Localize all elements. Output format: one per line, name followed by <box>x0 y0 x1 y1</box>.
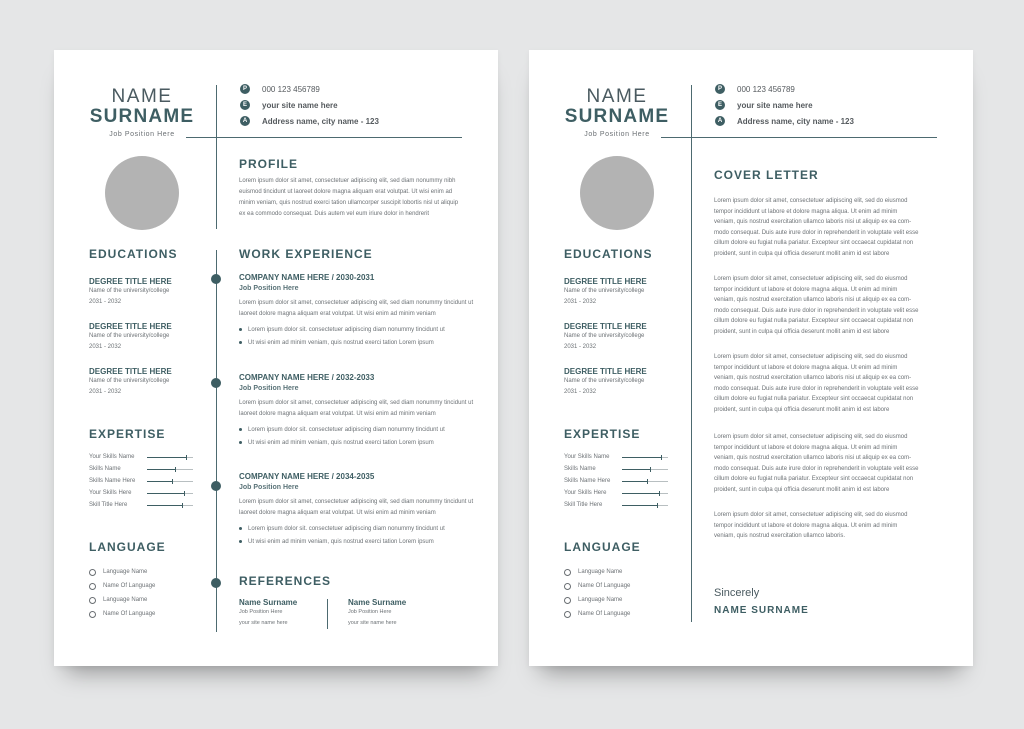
address-icon: A <box>715 116 725 126</box>
language-name: Language Name <box>103 597 148 603</box>
skill-name: Your Skills Name <box>564 454 610 460</box>
reference-site: your site name here <box>239 620 288 626</box>
skill-name: Skills Name Here <box>89 478 136 484</box>
signature-name: NAME SURNAME <box>714 605 809 616</box>
closing-text: Sincerely <box>714 587 760 599</box>
paragraph-line: tempor incididunt ut labore et dolore magna aliqua. Ut enim ad minim <box>714 208 898 215</box>
reference-site: your site name here <box>348 620 397 626</box>
job-bullet <box>239 522 484 535</box>
degree-title: DEGREE TITLE HERE <box>564 367 647 376</box>
language-item <box>89 593 155 607</box>
job-position: Job Position Here <box>584 131 650 138</box>
paragraph-line: tempor incididunt ut labore et dolore magna aliqua. Ut enim ad minim <box>714 522 898 529</box>
contact-web <box>240 99 338 111</box>
page-divider-vertical <box>691 85 692 622</box>
reference-position: Job Position Here <box>348 609 392 615</box>
paragraph-line: proident, sunt in culpa qui officia deserunt mollit anim id est labore <box>714 328 890 335</box>
skill-name: Your Skills Here <box>89 490 132 496</box>
education-item <box>89 367 172 398</box>
language-bullet-icon <box>89 583 96 590</box>
degree-school: Name of the university/college <box>564 288 645 294</box>
job-bullet <box>239 436 484 449</box>
language-name: Name Of Language <box>103 583 156 589</box>
degree-years: 2031 - 2032 <box>564 344 597 350</box>
paragraph-line: proident, sunt in culpa qui officia deserunt mollit anim id est labore <box>714 486 890 493</box>
language-item <box>564 565 630 579</box>
phone-icon: P <box>715 84 725 94</box>
skill-name: Skills Name <box>564 466 596 472</box>
job-entry <box>239 472 484 548</box>
education-item <box>564 277 647 308</box>
resume-page <box>54 50 498 666</box>
job-position: Job Position Here <box>109 131 175 138</box>
paragraph-line: modo consequat. Duis aute irure dolor in reprehenderit in voluptate velit esse <box>714 229 919 236</box>
education-item <box>564 367 647 398</box>
job-bullet <box>239 423 484 436</box>
skill-bar <box>147 505 193 506</box>
degree-school: Name of the university/college <box>564 378 645 384</box>
bullet-icon <box>239 428 242 431</box>
job-entry <box>239 273 484 349</box>
job-description <box>239 497 484 519</box>
job-description <box>239 298 484 320</box>
skill-row <box>89 499 193 511</box>
bullet-icon <box>239 441 242 444</box>
language-bullet-icon <box>564 569 571 576</box>
language-name: Language Name <box>578 597 623 603</box>
education-item <box>564 322 647 353</box>
language-title: LANGUAGE <box>89 540 166 554</box>
language-item <box>564 607 630 621</box>
skill-row <box>89 463 193 475</box>
degree-years: 2031 - 2032 <box>564 389 597 395</box>
skill-bar <box>147 457 193 458</box>
skill-row <box>564 499 668 511</box>
job-position: Job Position Here <box>239 484 299 491</box>
profile-text <box>239 176 484 220</box>
cover-paragraph <box>714 352 932 416</box>
skill-name: Your Skills Here <box>564 490 607 496</box>
skill-row <box>564 451 668 463</box>
bullet-text: Ut wisi enim ad minim veniam, quis nostrud exerci tation Lorem ipsum <box>248 439 434 446</box>
skill-name: Skill Title Here <box>89 502 128 508</box>
skill-row <box>564 487 668 499</box>
educations-title: EDUCATIONS <box>89 247 178 261</box>
job-description <box>239 398 484 420</box>
job-position: Job Position Here <box>239 285 299 292</box>
work-experience-title: WORK EXPERIENCE <box>239 247 373 261</box>
contact-phone-text: 000 123 456789 <box>262 84 320 94</box>
references-title: REFERENCES <box>239 574 332 588</box>
job-bullet <box>239 535 484 548</box>
cover-paragraph <box>714 510 932 542</box>
paragraph-line: proident, sunt in culpa qui officia deserunt mollit anim id est labore <box>714 406 890 413</box>
address-icon: A <box>240 116 250 126</box>
timeline-line <box>216 250 217 632</box>
reference-divider <box>327 599 328 629</box>
name-last: SURNAME <box>564 106 670 127</box>
paragraph-line: cillum dolore eu fugiat nulla pariatur. Excepteur sint occaecat cupidatat non <box>714 396 914 403</box>
skill-name: Your Skills Name <box>89 454 135 460</box>
cover-letter-page <box>529 50 973 666</box>
language-name: Language Name <box>578 569 623 575</box>
job-bullet <box>239 323 484 336</box>
expertise-title: EXPERTISE <box>564 427 641 441</box>
contact-phone <box>240 83 320 95</box>
paragraph-line: modo consequat. Duis aute irure dolor in reprehenderit in voluptate velit esse <box>714 465 919 472</box>
language-item <box>89 579 155 593</box>
paragraph-line: veniam, quis nostrud exercitation ullamco laboris. <box>714 533 846 540</box>
profile-line: Lorem ipsum dolor sit amet, consectetuer adipiscing elit, sed diam nonummy nibh <box>239 178 456 184</box>
job-desc-line: laoreet dolore magna aliquam erat volutpat. Ut wisi enim ad minim veniam <box>239 411 436 417</box>
degree-school: Name of the university/college <box>89 378 170 384</box>
timeline-dot <box>211 378 221 388</box>
timeline-dot <box>211 274 221 284</box>
language-list <box>89 565 155 621</box>
header-divider-vertical <box>216 85 217 229</box>
bullet-icon <box>239 341 242 344</box>
skill-row <box>89 475 193 487</box>
degree-title: DEGREE TITLE HERE <box>564 277 647 286</box>
degree-years: 2031 - 2032 <box>89 344 122 350</box>
bullet-text: Ut wisi enim ad minim veniam, quis nostrud exerci tation Lorem ipsum <box>248 538 434 545</box>
degree-years: 2031 - 2032 <box>564 299 597 305</box>
paragraph-line: modo consequat. Duis aute irure dolor in reprehenderit in voluptate velit esse <box>714 307 919 314</box>
degree-years: 2031 - 2032 <box>89 299 122 305</box>
language-item <box>89 607 155 621</box>
profile-title: PROFILE <box>239 157 299 171</box>
contact-address <box>240 115 379 127</box>
contact-web-text: your site name here <box>737 100 813 110</box>
education-item <box>89 277 172 308</box>
contact-phone-text: 000 123 456789 <box>737 84 795 94</box>
paragraph-line: cillum dolore eu fugiat nulla pariatur. Excepteur sint occaecat cupidatat non <box>714 476 914 483</box>
bullet-text: Ut wisi enim ad minim veniam, quis nostrud exerci tation Lorem ipsum <box>248 339 434 346</box>
skill-bar <box>622 481 668 482</box>
degree-school: Name of the university/college <box>564 333 645 339</box>
paragraph-line: veniam, quis nostrud exercitation ullamco laboris nisi ut aliquip ex ea com- <box>714 297 912 304</box>
skill-bar <box>622 457 668 458</box>
contact-address-text: Address name, city name - 123 <box>262 116 379 126</box>
language-name: Language Name <box>103 569 148 575</box>
job-bullet <box>239 336 484 349</box>
bullet-text: Lorem ipsum dolor sit. consectetuer adipiscing diam nonummy tincidunt ut <box>248 525 445 532</box>
paragraph-line: tempor incididunt ut labore et dolore magna aliqua. Ut enim ad minim <box>714 286 898 293</box>
degree-title: DEGREE TITLE HERE <box>564 322 647 331</box>
degree-years: 2031 - 2032 <box>89 389 122 395</box>
reference-name: Name Surname <box>239 598 298 607</box>
cover-paragraph <box>714 196 932 260</box>
contact-address-text: Address name, city name - 123 <box>737 116 854 126</box>
skills-list <box>89 451 193 511</box>
language-list <box>564 565 630 621</box>
job-company: COMPANY NAME HERE / 2030-2031 <box>239 273 375 282</box>
language-name: Name Of Language <box>103 611 156 617</box>
cover-paragraph <box>714 432 932 496</box>
contact-phone <box>715 83 795 95</box>
language-item <box>564 593 630 607</box>
skill-name: Skills Name <box>89 466 121 472</box>
bullet-text: Lorem ipsum dolor sit. consectetuer adipiscing diam nonummy tincidunt ut <box>248 326 445 333</box>
header-divider-horizontal <box>186 137 462 138</box>
language-bullet-icon <box>564 611 571 618</box>
paragraph-line: tempor incididunt ut labore et dolore magna aliqua. Ut enim ad minim <box>714 444 898 451</box>
expertise-title: EXPERTISE <box>89 427 166 441</box>
skill-bar <box>622 469 668 470</box>
paragraph-line: proident, sunt in culpa qui officia deserunt mollit anim id est labore <box>714 250 890 257</box>
contact-web <box>715 99 813 111</box>
job-desc-line: laoreet dolore magna aliquam erat volutpat. Ut wisi enim ad minim veniam <box>239 510 436 516</box>
paragraph-line: Lorem ipsum dolor sit amet, consectetuer adipiscing elit, sed do eiusmod <box>714 276 908 282</box>
skill-name: Skills Name Here <box>564 478 611 484</box>
reference-item <box>239 598 297 629</box>
language-bullet-icon <box>564 583 571 590</box>
timeline-dot <box>211 481 221 491</box>
language-name: Name Of Language <box>578 611 631 617</box>
paragraph-line: tempor incididunt ut labore et dolore magna aliqua. Ut enim ad minim <box>714 364 898 371</box>
bullet-icon <box>239 527 242 530</box>
degree-title: DEGREE TITLE HERE <box>89 322 172 331</box>
paragraph-line: veniam, quis nostrud exercitation ullamco laboris nisi ut aliquip ex ea com- <box>714 375 912 382</box>
education-item <box>89 322 172 353</box>
degree-school: Name of the university/college <box>89 333 170 339</box>
paragraph-line: cillum dolore eu fugiat nulla pariatur. Excepteur sint occaecat cupidatat non <box>714 318 914 325</box>
skill-name: Skill Title Here <box>564 502 603 508</box>
web-icon: E <box>240 100 250 110</box>
language-bullet-icon <box>89 569 96 576</box>
degree-title: DEGREE TITLE HERE <box>89 277 172 286</box>
language-bullet-icon <box>564 597 571 604</box>
paragraph-line: cillum dolore eu fugiat nulla pariatur. Excepteur sint occaecat cupidatat non <box>714 240 914 247</box>
job-desc-line: laoreet dolore magna aliquam erat volutpat. Ut wisi enim ad minim veniam <box>239 311 436 317</box>
job-desc-line: Lorem ipsum dolor sit amet, consectetuer adipiscing elit, sed diam nonummy tincidunt ut <box>239 300 474 306</box>
reference-name: Name Surname <box>348 598 407 607</box>
contact-web-text: your site name here <box>262 100 338 110</box>
educations-title: EDUCATIONS <box>564 247 653 261</box>
skill-bar <box>147 469 193 470</box>
cover-letter-title: COVER LETTER <box>714 168 819 182</box>
paragraph-line: modo consequat. Duis aute irure dolor in reprehenderit in voluptate velit esse <box>714 385 919 392</box>
skill-bar <box>147 493 193 494</box>
job-company: COMPANY NAME HERE / 2034-2035 <box>239 472 375 481</box>
job-desc-line: Lorem ipsum dolor sit amet, consectetuer adipiscing elit, sed diam nonummy tincidunt ut <box>239 499 474 505</box>
paragraph-line: Lorem ipsum dolor sit amet, consectetuer adipiscing elit, sed do eiusmod <box>714 512 908 518</box>
reference-position: Job Position Here <box>239 609 283 615</box>
phone-icon: P <box>240 84 250 94</box>
paragraph-line: veniam, quis nostrud exercitation ullamco laboris nisi ut aliquip ex ea com- <box>714 219 912 226</box>
paragraph-line: Lorem ipsum dolor sit amet, consectetuer adipiscing elit, sed do eiusmod <box>714 198 908 204</box>
contact-address <box>715 115 854 127</box>
name-last: SURNAME <box>89 106 195 127</box>
name-first: NAME <box>111 86 173 107</box>
language-item <box>564 579 630 593</box>
reference-item <box>348 598 406 629</box>
language-name: Name Of Language <box>578 583 631 589</box>
skill-bar <box>147 481 193 482</box>
language-bullet-icon <box>89 611 96 618</box>
profile-photo-placeholder <box>105 156 179 230</box>
skills-list <box>564 451 668 511</box>
paragraph-line: Lorem ipsum dolor sit amet, consectetuer adipiscing elit, sed do eiusmod <box>714 434 908 440</box>
name-first: NAME <box>586 86 648 107</box>
job-desc-line: Lorem ipsum dolor sit amet, consectetuer adipiscing elit, sed diam nonummy tincidunt ut <box>239 400 474 406</box>
bullet-text: Lorem ipsum dolor sit. consectetuer adipiscing diam nonummy tincidunt ut <box>248 426 445 433</box>
skill-row <box>89 451 193 463</box>
degree-title: DEGREE TITLE HERE <box>89 367 172 376</box>
profile-photo-placeholder <box>580 156 654 230</box>
skill-bar <box>622 505 668 506</box>
profile-line: euismod tincidunt ut laoreet dolore magna aliquam erat volutpat. Ut wisi enim ad <box>239 189 453 195</box>
language-item <box>89 565 155 579</box>
header-divider-horizontal <box>661 137 937 138</box>
cover-paragraph <box>714 274 932 338</box>
profile-line: minim veniam, quis nostrud exerci tation ullamcorper suscipit lobortis nisl ut aliquip <box>239 200 459 206</box>
paragraph-line: veniam, quis nostrud exercitation ullamco laboris nisi ut aliquip ex ea com- <box>714 455 912 462</box>
job-position: Job Position Here <box>239 385 299 392</box>
skill-row <box>89 487 193 499</box>
profile-line: ex ea commodo consequat. Duis autem vel eum iriure dolor in hendrerit <box>239 211 430 217</box>
bullet-icon <box>239 328 242 331</box>
skill-row <box>564 463 668 475</box>
skill-bar <box>622 493 668 494</box>
degree-school: Name of the university/college <box>89 288 170 294</box>
bullet-icon <box>239 540 242 543</box>
timeline-dot <box>211 578 221 588</box>
paragraph-line: Lorem ipsum dolor sit amet, consectetuer adipiscing elit, sed do eiusmod <box>714 354 908 360</box>
language-bullet-icon <box>89 597 96 604</box>
web-icon: E <box>715 100 725 110</box>
job-entry <box>239 373 484 449</box>
language-title: LANGUAGE <box>564 540 641 554</box>
skill-row <box>564 475 668 487</box>
job-company: COMPANY NAME HERE / 2032-2033 <box>239 373 375 382</box>
